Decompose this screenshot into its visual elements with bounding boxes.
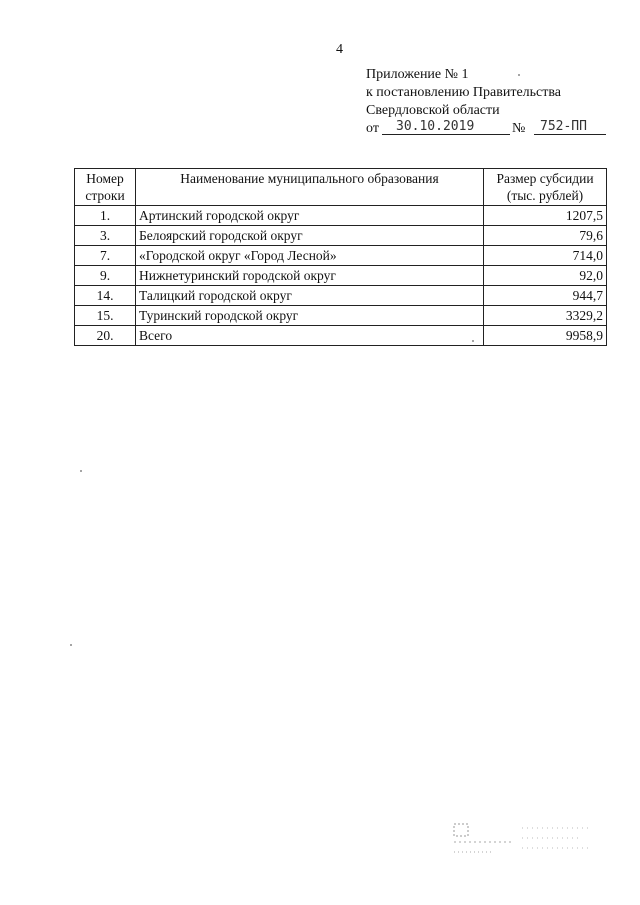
- table-row: [75, 246, 607, 266]
- decree-date: 30.10.2019: [396, 119, 475, 134]
- table-row: [75, 206, 607, 226]
- table-row: [75, 306, 607, 326]
- appendix-title: Приложение № 1: [366, 67, 469, 82]
- subsidy-amount: 3329,2: [484, 306, 607, 326]
- row-number: 14.: [75, 286, 136, 306]
- row-number: 3.: [75, 226, 136, 246]
- decree-date-number-line: [366, 120, 626, 140]
- scan-speck: [70, 644, 72, 646]
- municipality-name: Белоярский городской округ: [136, 226, 484, 246]
- subsidy-amount: 79,6: [484, 226, 607, 246]
- scan-speck: [80, 470, 82, 472]
- table-row: [75, 286, 607, 306]
- subsidy-amount: 714,0: [484, 246, 607, 266]
- header-row-number: Номер строки: [75, 169, 136, 206]
- row-number: 20.: [75, 326, 136, 346]
- header-municipality: Наименование муниципального образования: [136, 169, 484, 206]
- total-amount: 9958,9: [484, 326, 607, 346]
- appendix-header: [366, 66, 626, 140]
- decree-number: 752-ПП: [540, 119, 587, 134]
- total-label: Всего: [136, 326, 484, 346]
- municipality-name: Талицкий городской округ: [136, 286, 484, 306]
- subsidy-amount: 944,7: [484, 286, 607, 306]
- page-number: 4: [336, 42, 343, 57]
- subsidy-amount: 1207,5: [484, 206, 607, 226]
- table-total-row: [75, 326, 607, 346]
- municipality-name: «Городской округ «Город Лесной»: [136, 246, 484, 266]
- date-prefix: от: [366, 121, 379, 136]
- row-number: 7.: [75, 246, 136, 266]
- row-number: 15.: [75, 306, 136, 326]
- number-prefix: №: [512, 121, 526, 136]
- municipality-name: Артинский городской округ: [136, 206, 484, 226]
- header-subsidy-amount: Размер субсидии (тыс. рублей): [484, 169, 607, 206]
- row-number: 9.: [75, 266, 136, 286]
- scan-speck: [472, 340, 474, 342]
- scan-speck: [518, 74, 520, 76]
- municipality-name: Туринский городской округ: [136, 306, 484, 326]
- appendix-decree-line: к постановлению Правительства: [366, 85, 562, 100]
- table-row: [75, 266, 607, 286]
- subsidy-amount: 92,0: [484, 266, 607, 286]
- appendix-region-line: Свердловской области: [366, 103, 500, 118]
- table-row: [75, 226, 607, 246]
- row-number: 1.: [75, 206, 136, 226]
- subsidy-table: [74, 168, 607, 346]
- table-header-row: [75, 169, 607, 206]
- municipality-name: Нижнетуринский городской округ: [136, 266, 484, 286]
- registration-stamp: [452, 822, 592, 858]
